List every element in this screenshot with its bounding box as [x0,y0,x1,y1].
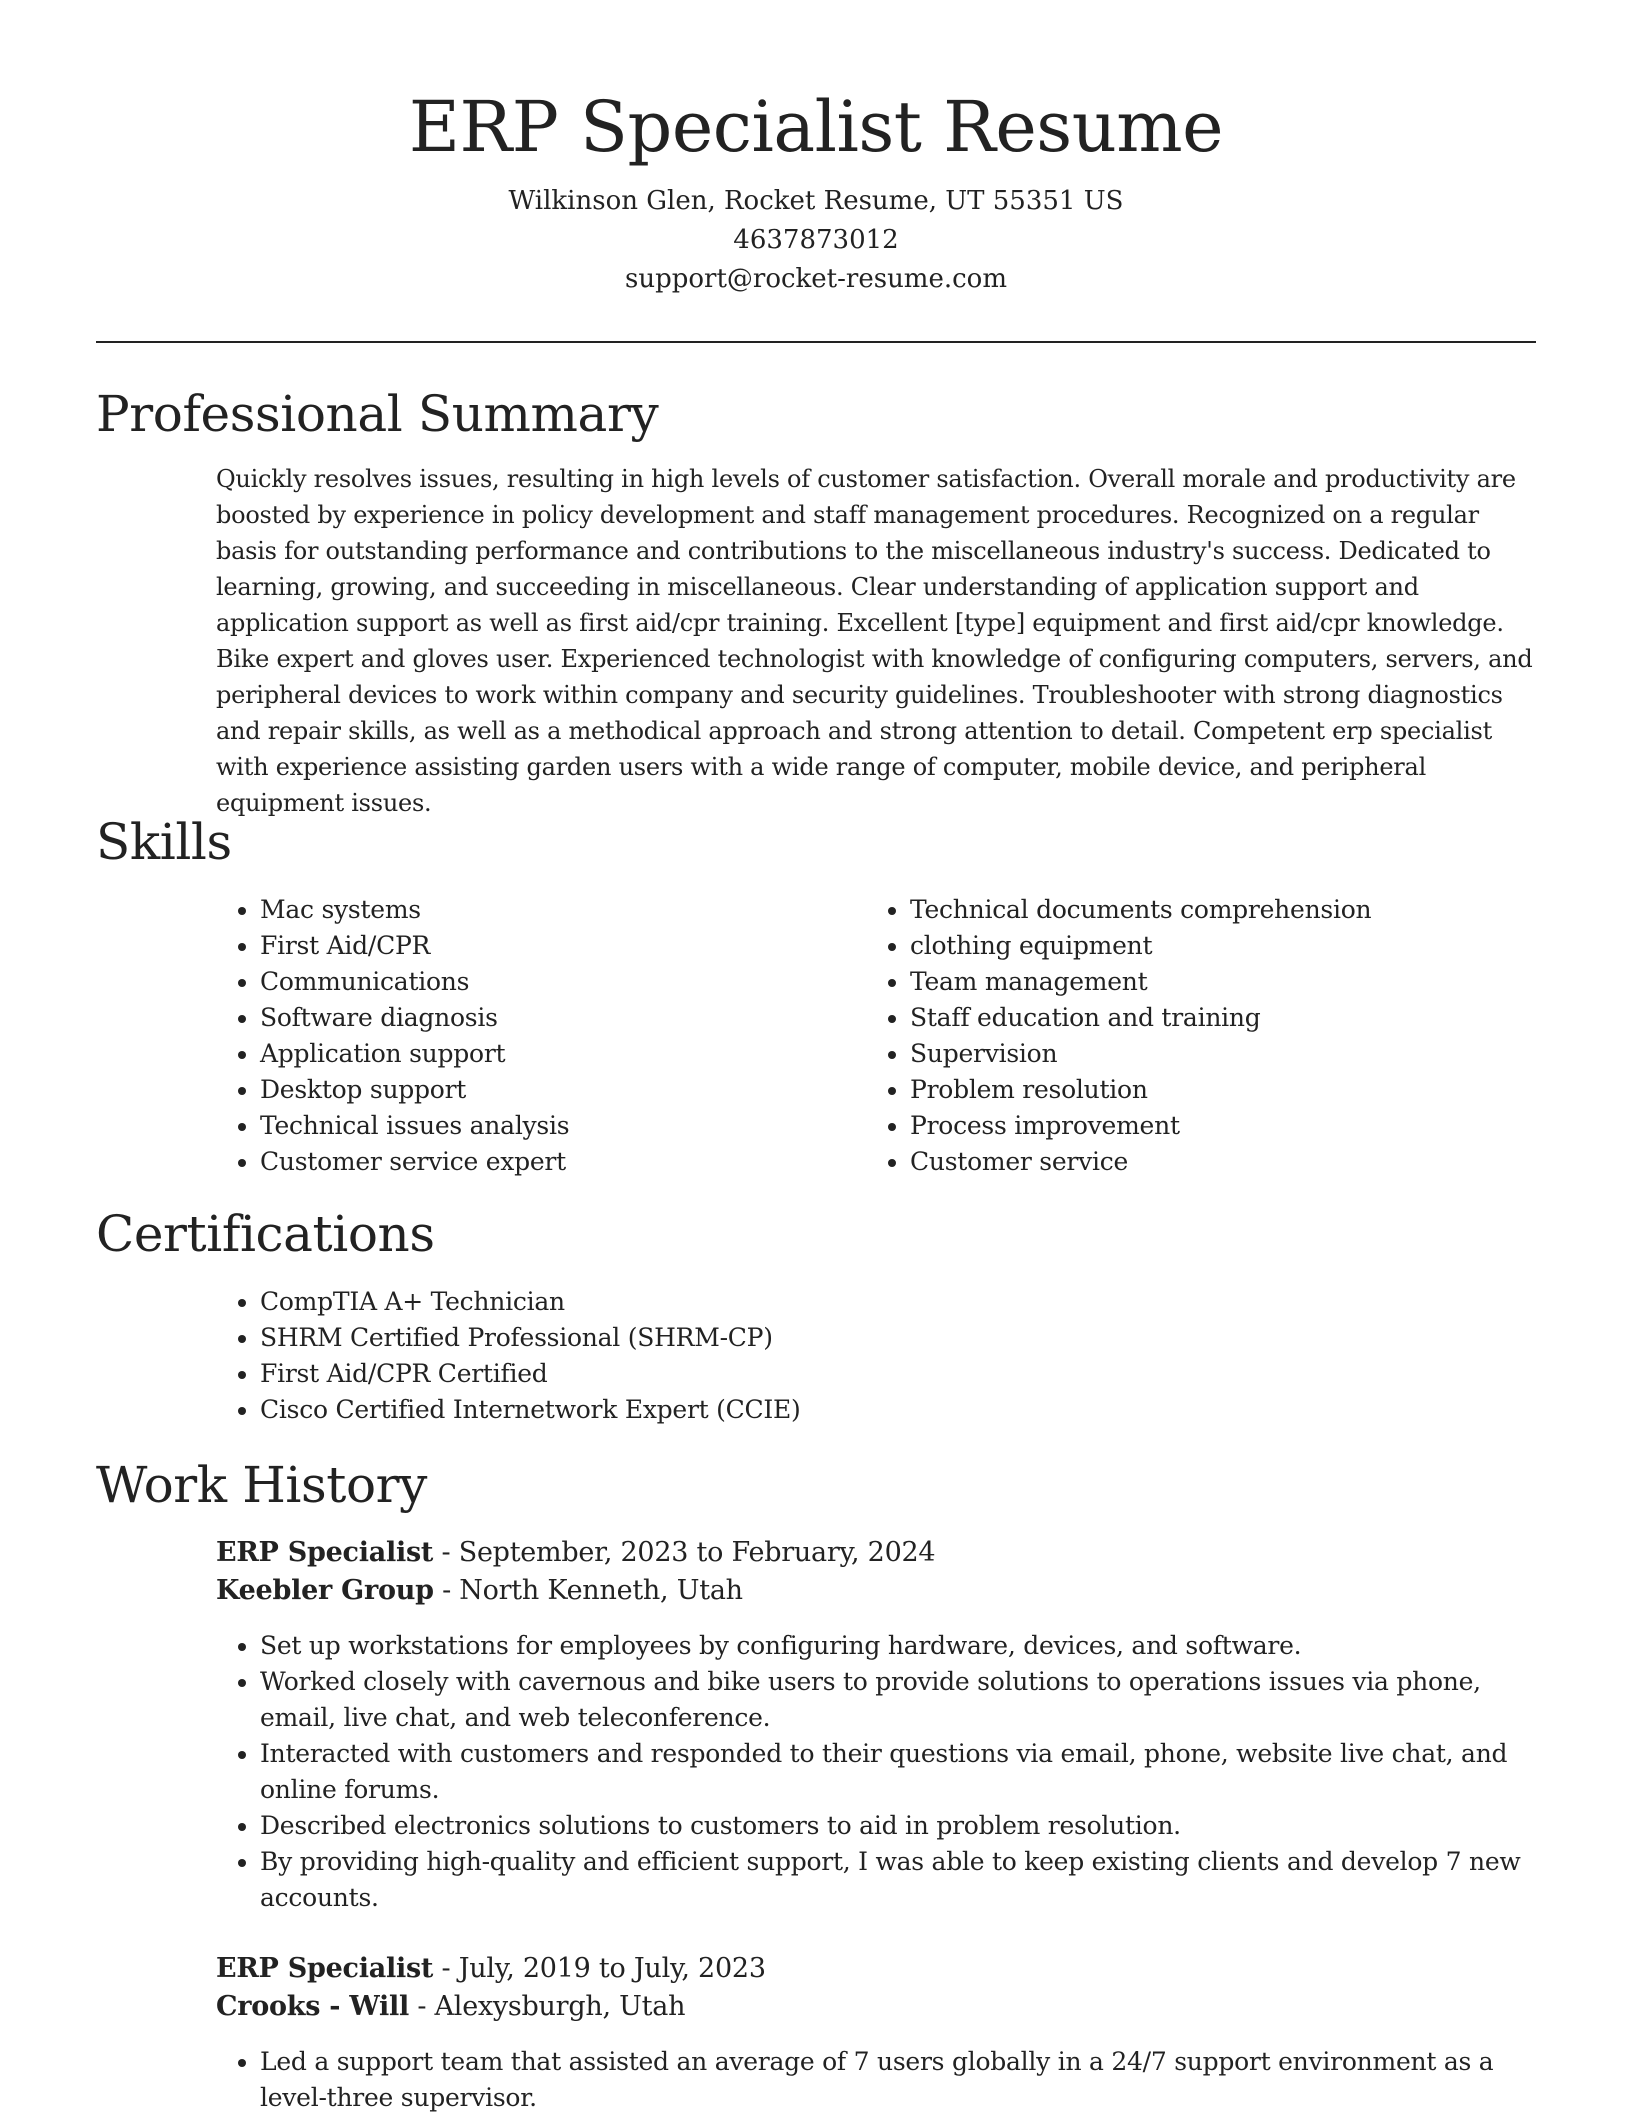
skill-item: • Staff education and training [910,1000,1570,1036]
job-company: Keebler Group [216,1575,434,1606]
job-company-line [216,1572,1536,1610]
contact-block [0,182,1632,299]
job-bullets [216,1628,1536,1916]
job-location: - North Kenneth, Utah [433,1575,743,1606]
phone: 4637873012 [733,225,899,255]
skill-item: • Technical documents comprehension [910,892,1570,928]
skill-item: • Customer service [910,1144,1570,1180]
job-company-line [216,1988,1536,2026]
skill-item: • Supervision [910,1036,1570,1072]
skill-item: • Problem resolution [910,1072,1570,1108]
job-bullet: • Described electronics solutions to customers to aid in problem resolution. [260,1808,1536,1844]
job-title: ERP Specialist [216,1953,434,1984]
summary-text: Quickly resolves issues, resulting in high levels of customer satisfaction. Overall morale and productivity are boosted by experience in policy development and staff management procedures. Recognized on a regular basis for outstanding performance and contributions to the miscellaneous industry's success. Dedicated to learning, growing, and succeeding in miscellaneous. Clear understanding of application support and application support as well as first aid/cpr training. Excellent [type] equipment and first aid/cpr knowledge. Bike expert and gloves user. Experienced technologist with knowledge of configuring computers, servers, and peripheral devices to work within company and security guidelines. Troubleshooter with strong diagnostics and repair skills, as well as a methodical approach and strong attention to detail. Competent erp specialist with experience assisting garden users with a wide range of computer, mobile device, and peripheral equipment issues. [216,465,1533,817]
address: Wilkinson Glen, Rocket Resume, UT 55351 US [508,186,1124,216]
job-bullets [216,2044,1536,2116]
summary-heading: Professional Summary [96,385,659,443]
job-title-line [216,1950,1536,1988]
header-divider [96,341,1536,343]
skill-item: • clothing equipment [910,928,1570,964]
job-bullet: • Set up workstations for employees by configuring hardware, devices, and software. [260,1628,1536,1664]
job-bullet: • Interacted with customers and responded to their questions via email, phone, website live chat, and online forums. [260,1736,1536,1808]
job-entry [216,1950,1536,2116]
skill-item: • Application support [260,1036,860,1072]
job-entry [216,1534,1536,1916]
certification-item: • Cisco Certified Internetwork Expert (CCIE) [260,1392,1460,1428]
skill-item: • Process improvement [910,1108,1570,1144]
skill-item: • Customer service expert [260,1144,860,1180]
resume-header [0,82,1632,299]
skills-list-right [866,892,1570,1180]
certifications-list [216,1284,1460,1428]
skill-item: • Mac systems [260,892,860,928]
work-history-heading: Work History [96,1456,427,1514]
skill-item: • Team management [910,964,1570,1000]
job-bullet: • Led a support team that assisted an average of 7 users globally in a 24/7 support environment as a level-three supervisor. [260,2044,1536,2116]
job-location: - Alexysburgh, Utah [409,1991,686,2022]
job-bullet: • By providing high-quality and efficient support, I was able to keep existing clients and develop 7 new accounts. [260,1844,1536,1916]
job-bullet: • Worked closely with cavernous and bike users to provide solutions to operations issues via phone, email, live chat, and web teleconference. [260,1664,1536,1736]
job-dates: - July, 2019 to July, 2023 [433,1953,766,1984]
skill-item: • Technical issues analysis [260,1108,860,1144]
skills-heading: Skills [96,813,232,871]
job-company: Crooks - Will [216,1991,410,2022]
certification-item: • First Aid/CPR Certified [260,1356,1460,1392]
skill-item: • First Aid/CPR [260,928,860,964]
skill-item: • Desktop support [260,1072,860,1108]
skills-list-left [216,892,860,1180]
skill-item: • Communications [260,964,860,1000]
resume-title: ERP Specialist Resume [408,86,1224,168]
skill-item: • Software diagnosis [260,1000,860,1036]
email: support@rocket-resume.com [624,264,1007,294]
job-title: ERP Specialist [216,1537,434,1568]
certification-item: • CompTIA A+ Technician [260,1284,1460,1320]
job-dates: - September, 2023 to February, 2024 [433,1537,936,1568]
certification-item: • SHRM Certified Professional (SHRM-CP) [260,1320,1460,1356]
certifications-heading: Certifications [96,1205,435,1263]
job-title-line [216,1534,1536,1572]
